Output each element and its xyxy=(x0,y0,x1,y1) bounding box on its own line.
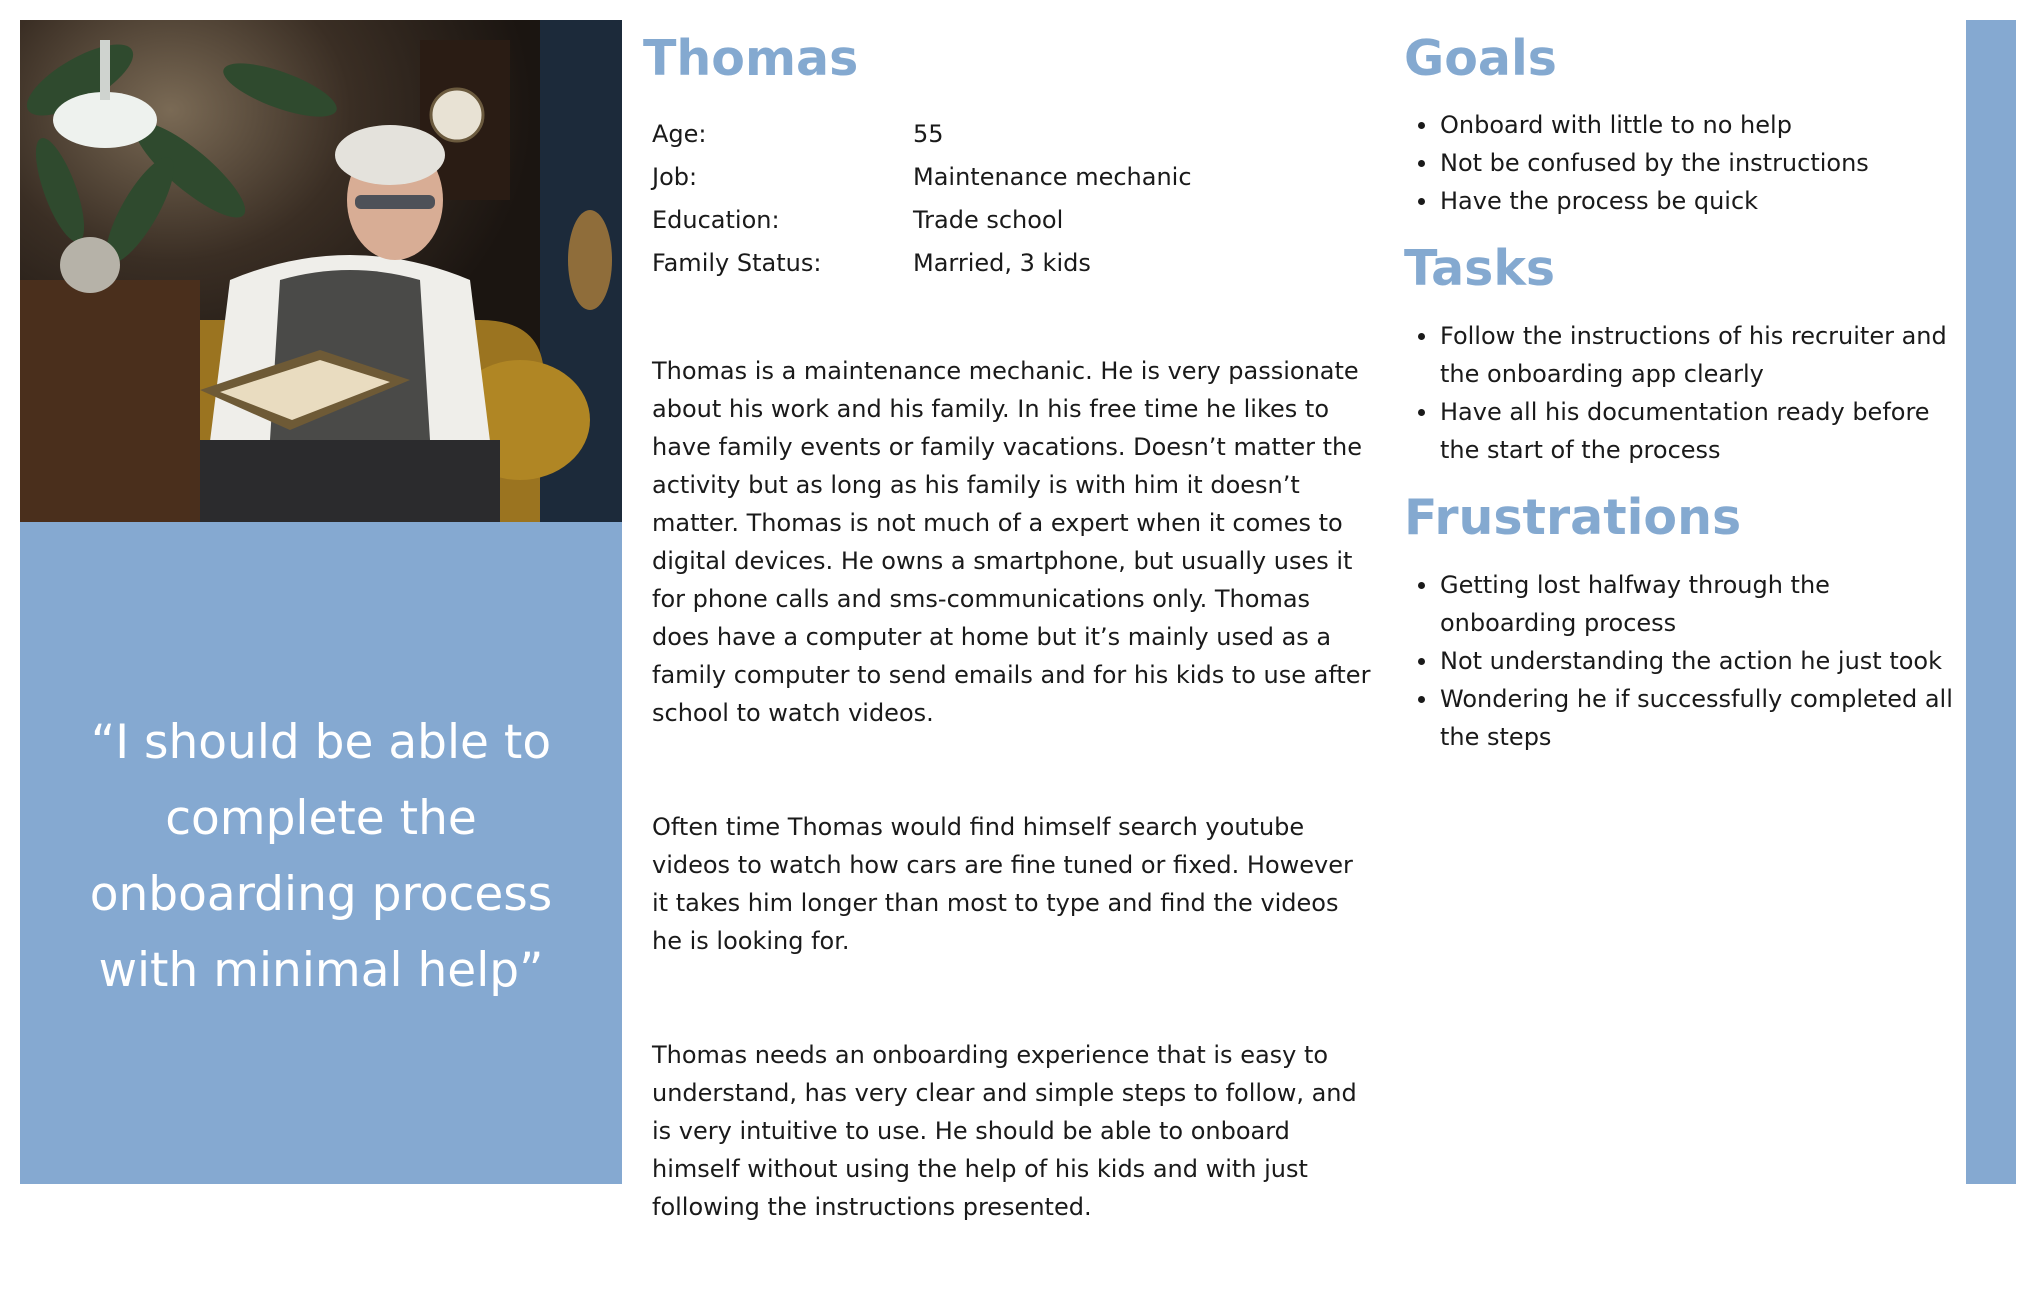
fact-label: Family Status: xyxy=(652,249,822,277)
list-item: Getting lost halfway through the onboarding process xyxy=(1404,566,1954,642)
frustrations-title: Frustrations xyxy=(1404,489,1742,546)
goals-list xyxy=(1404,106,1954,220)
fact-label: Age: xyxy=(652,120,707,148)
list-item: Follow the instructions of his recruiter and the onboarding app clearly xyxy=(1404,317,1954,393)
persona-photo xyxy=(20,20,622,522)
fact-value: Married, 3 kids xyxy=(913,249,1091,277)
fact-value: Maintenance mechanic xyxy=(913,163,1192,191)
fact-row-job xyxy=(652,156,1212,199)
fact-row-family-status xyxy=(652,242,1212,285)
tasks-title: Tasks xyxy=(1404,240,1556,297)
fact-row-education xyxy=(652,199,1212,242)
list-item: Not understanding the action he just took xyxy=(1404,642,1954,680)
list-item: Have the process be quick xyxy=(1404,182,1954,220)
list-item: Not be confused by the instructions xyxy=(1404,144,1954,182)
fact-value: Trade school xyxy=(913,206,1064,234)
list-item: Wondering he if successfully completed all the steps xyxy=(1404,680,1954,756)
persona-name: Thomas xyxy=(643,30,859,87)
quote-panel xyxy=(20,522,622,1184)
persona-facts xyxy=(652,113,1212,285)
bio-paragraph: Thomas needs an onboarding experience that is easy to understand, has very clear and simple steps to follow, and is very intuitive to use. He should be able to onboard himself without using the help of his kids and with just following the instructions presented. xyxy=(652,1041,1357,1221)
persona-bio xyxy=(652,314,1372,1302)
fact-label: Job: xyxy=(652,163,698,191)
fact-value: 55 xyxy=(913,120,944,148)
list-item: Have all his documentation ready before the start of the process xyxy=(1404,393,1954,469)
tasks-list xyxy=(1404,317,1954,469)
man-reading-illustration xyxy=(20,20,622,522)
bio-paragraph: Thomas is a maintenance mechanic. He is very passionate about his work and his family. In his free time he likes to have family events or family vacations. Doesn’t matter the activity but as long as his family is with him it doesn’t matter. Thomas is not much of a expert when it comes to digital devices. He owns a smartphone, but usually uses it for phone calls and sms-communications only. Thomas does have a computer at home but it’s mainly used as a family computer to send emails and for his kids to use after school to watch videos. xyxy=(652,357,1371,727)
accent-bar xyxy=(1966,20,2016,1184)
list-item: Onboard with little to no help xyxy=(1404,106,1954,144)
bio-paragraph: Often time Thomas would find himself search youtube videos to watch how cars are fine tuned or fixed. However it takes him longer than most to type and find the videos he is looking for. xyxy=(652,813,1353,955)
fact-row-age xyxy=(652,113,1212,156)
goals-title: Goals xyxy=(1404,30,1557,87)
frustrations-list xyxy=(1404,566,1954,756)
fact-label: Education: xyxy=(652,206,780,234)
persona-quote: “I should be able to complete the onboarding process with minimal help” xyxy=(89,715,553,998)
